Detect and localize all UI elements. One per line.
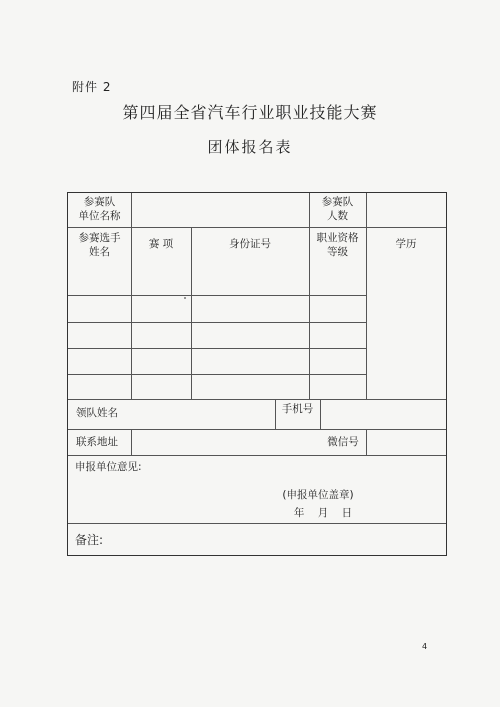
row-divider <box>68 429 446 430</box>
player-name-label: 参赛选手 姓名 <box>78 232 121 258</box>
annex-label: 附件 2 <box>72 80 112 94</box>
document-subtitle: 团体报名表 <box>207 138 293 156</box>
event-label: 赛 项 <box>148 238 174 250</box>
col-divider <box>131 429 132 455</box>
row-divider <box>68 227 446 228</box>
registration-form-table <box>67 192 447 556</box>
row-divider <box>68 322 366 323</box>
row-divider <box>68 374 366 375</box>
document-title: 第四届全省汽车行业职业技能大赛 <box>122 103 378 122</box>
leader-name-label: 领队姓名 <box>76 407 118 419</box>
row-divider <box>68 348 366 349</box>
row-divider <box>68 295 366 296</box>
page-number: 4 <box>422 642 428 651</box>
address-label: 联系地址 <box>76 436 118 448</box>
row-divider <box>68 399 446 400</box>
team-unit-label: 参赛队 单位名称 <box>78 196 121 222</box>
id-number-label: 身份证号 <box>229 238 271 250</box>
date-label: 年 月 日 <box>293 507 353 519</box>
phone-label: 手机号 <box>281 403 314 415</box>
stamp-label: (申报单位盖章) <box>282 489 354 501</box>
col-divider <box>320 399 321 429</box>
scan-speck <box>184 297 186 299</box>
row-divider <box>68 455 446 456</box>
col-divider <box>366 429 367 455</box>
row-divider <box>68 523 446 524</box>
col-divider <box>131 227 132 399</box>
remark-label: 备注: <box>75 533 104 547</box>
opinion-label: 申报单位意见: <box>75 461 142 473</box>
col-divider <box>366 193 367 399</box>
col-divider <box>191 227 192 399</box>
col-divider <box>131 193 132 227</box>
team-size-label: 参赛队 人数 <box>321 196 354 222</box>
wechat-label: 微信号 <box>327 436 359 448</box>
education-label: 学历 <box>395 238 417 250</box>
qualification-label: 职业资格 等级 <box>316 232 359 258</box>
